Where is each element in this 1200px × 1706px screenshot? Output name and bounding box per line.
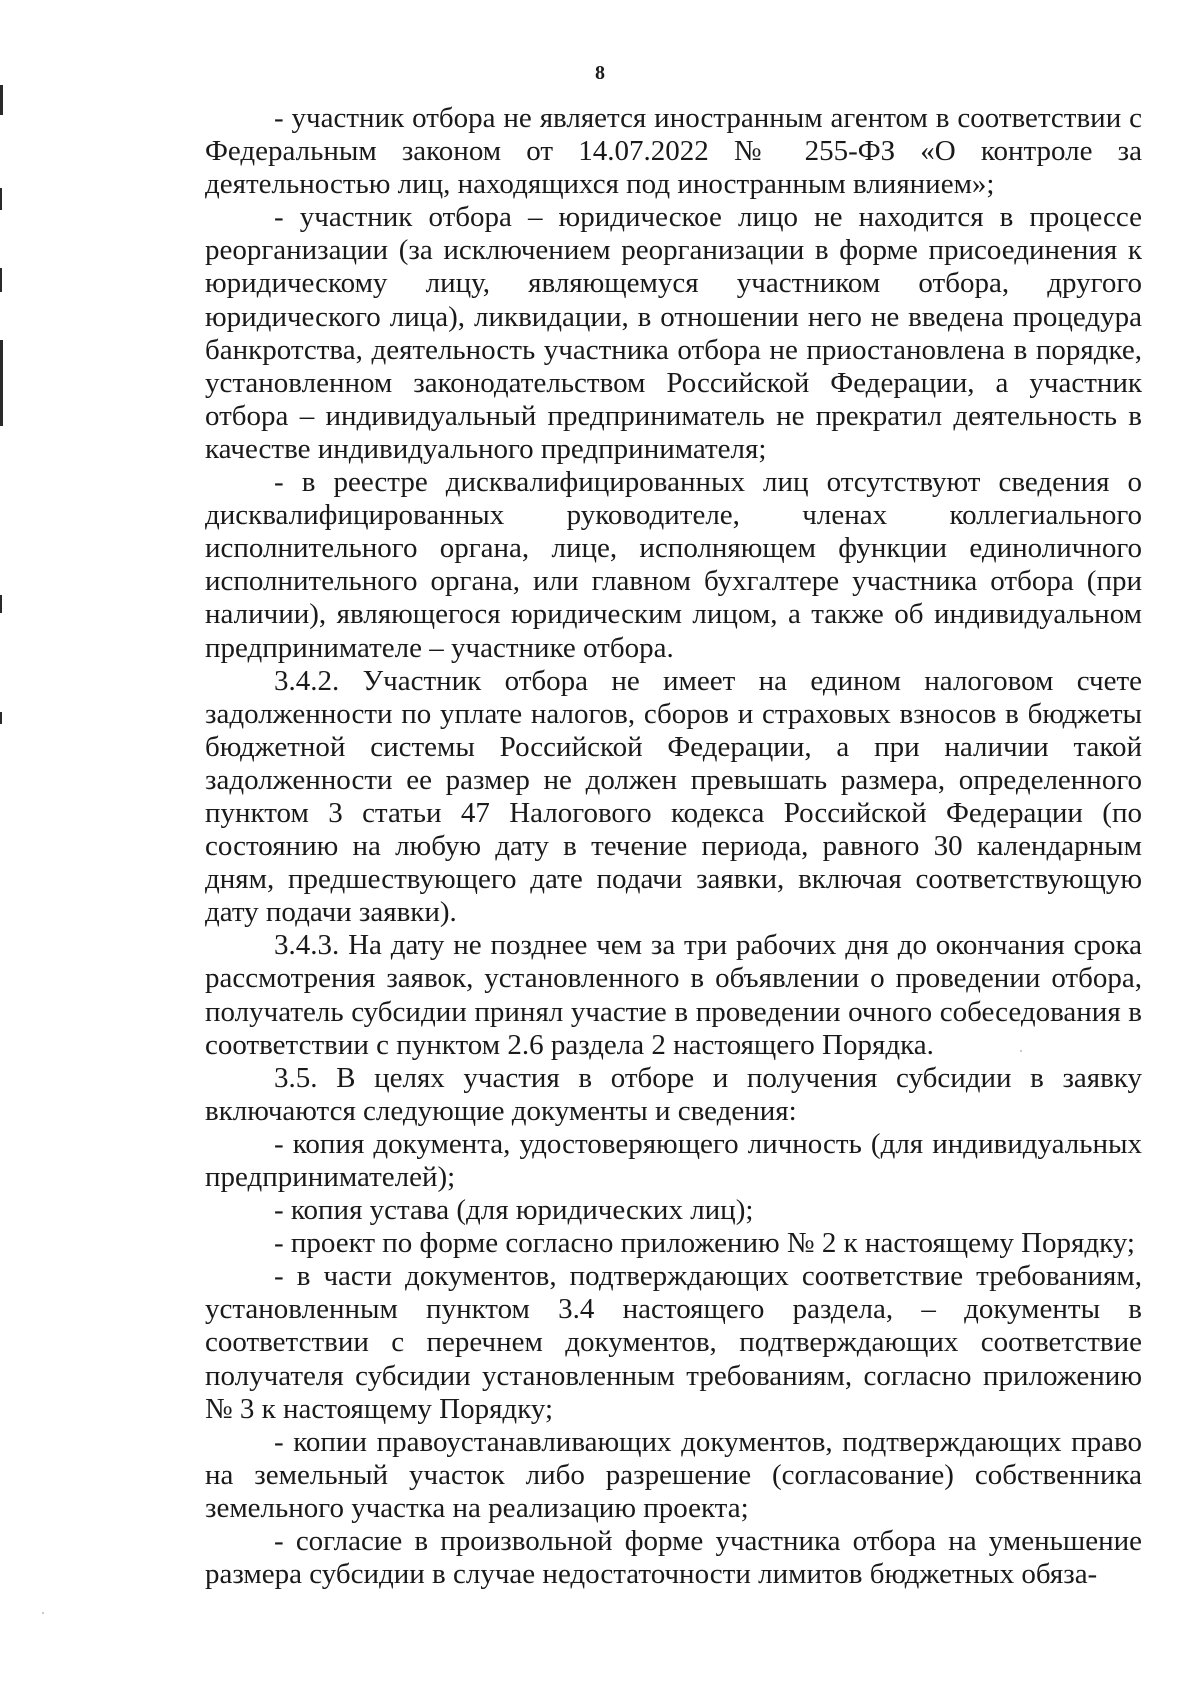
list-item-compliance-docs: - в части документов, подтверждающих соответствие требованиям, установленным пунктом 3.4 настоящего раздела, – документы в соответствии с перечнем документов, подтверждающих соответствие получателя субсидии установленным требованиям, согласно приложению № 3 к настоящему Порядку; bbox=[205, 1260, 1142, 1425]
paragraph-disqualified-registry: - в реестре дисквалифицированных лиц отсутствуют сведения о дисквалифицированных руководителе, членах коллегиального исполнительного органа, лице, исполняющем функции единоличного исполнительного органа, или главном бухгалтере участника отбора (при наличии), являющегося юридическим лицом, а также об индивидуальном предпринимателе – участнике отбора. bbox=[205, 466, 1142, 664]
scan-edge-mark bbox=[0, 85, 3, 115]
scan-edge-mark bbox=[0, 340, 3, 426]
scan-speck bbox=[42, 1612, 44, 1614]
list-item-land-rights: - копии правоустанавливающих документов, подтверждающих право на земельный участок либо разрешение (согласование) собственника земельного участка на реализацию проекта; bbox=[205, 1425, 1142, 1524]
scan-edge-mark bbox=[0, 595, 2, 613]
list-item-identity-copy: - копия документа, удостоверяющего личность (для индивидуальных предпринимателей); bbox=[205, 1127, 1142, 1193]
paragraph-3-4-3: 3.4.3. На дату не позднее чем за три рабочих дня до окончания срока рассмотрения заявок, установленного в объявлении о проведении отбора, получатель субсидии принял участие в проведении очного собеседования в соответствии с пунктом 2.6 раздела 2 настоящего Порядка. bbox=[205, 929, 1142, 1061]
paragraph-3-4-2: 3.4.2. Участник отбора не имеет на едином налоговом счете задолженности по уплате налогов, сборов и страховых взносов в бюджеты бюджетной системы Российской Федерации, а при наличии такой задолженности ее размер не должен превышать размера, определенного пунктом 3 статьи 47 Налогового кодекса Российской Федерации (по состоянию на любую дату в течение периода, равного 30 календарным дням, предшествующего дате подачи заявки, включая соответствующую дату подачи заявки). bbox=[205, 664, 1142, 929]
paragraph-reorganization: - участник отбора – юридическое лицо не находится в процессе реорганизации (за исключением реорганизации в форме присоединения к юридическому лицу, являющемуся участником отбора, другого юридического лица), ликвидации, в отношении него не введена процедура банкротства, деятельность участника отбора не приостановлена в порядке, установленном законодательством Российской Федерации, а участник отбора – индивидуальный предприниматель не прекратил деятельность в качестве индивидуального предпринимателя; bbox=[205, 201, 1142, 465]
paragraph-3-5: 3.5. В целях участия в отборе и получения субсидии в заявку включаются следующие документы и сведения: bbox=[205, 1061, 1142, 1127]
document-body bbox=[205, 102, 1142, 1591]
paragraph-foreign-agent: - участник отбора не является иностранным агентом в соответствии с Федеральным законом от 14.07.2022 № 255-ФЗ «О контроле за деятельностью лиц, находящихся под иностранным влиянием»; bbox=[205, 102, 1142, 201]
list-item-charter-copy: - копия устава (для юридических лиц); bbox=[274, 1194, 754, 1227]
list-item-project-form: - проект по форме согласно приложению № 2 к настоящему Порядку; bbox=[274, 1227, 1135, 1260]
list-item-subsidy-consent: - согласие в произвольной форме участника отбора на уменьшение размера субсидии в случае недостаточности лимитов бюджетных обяза- bbox=[205, 1525, 1142, 1591]
scan-edge-mark bbox=[0, 712, 2, 724]
page-number: 8 bbox=[595, 62, 605, 84]
scan-edge-mark bbox=[0, 188, 2, 210]
scan-edge-mark bbox=[0, 268, 2, 292]
